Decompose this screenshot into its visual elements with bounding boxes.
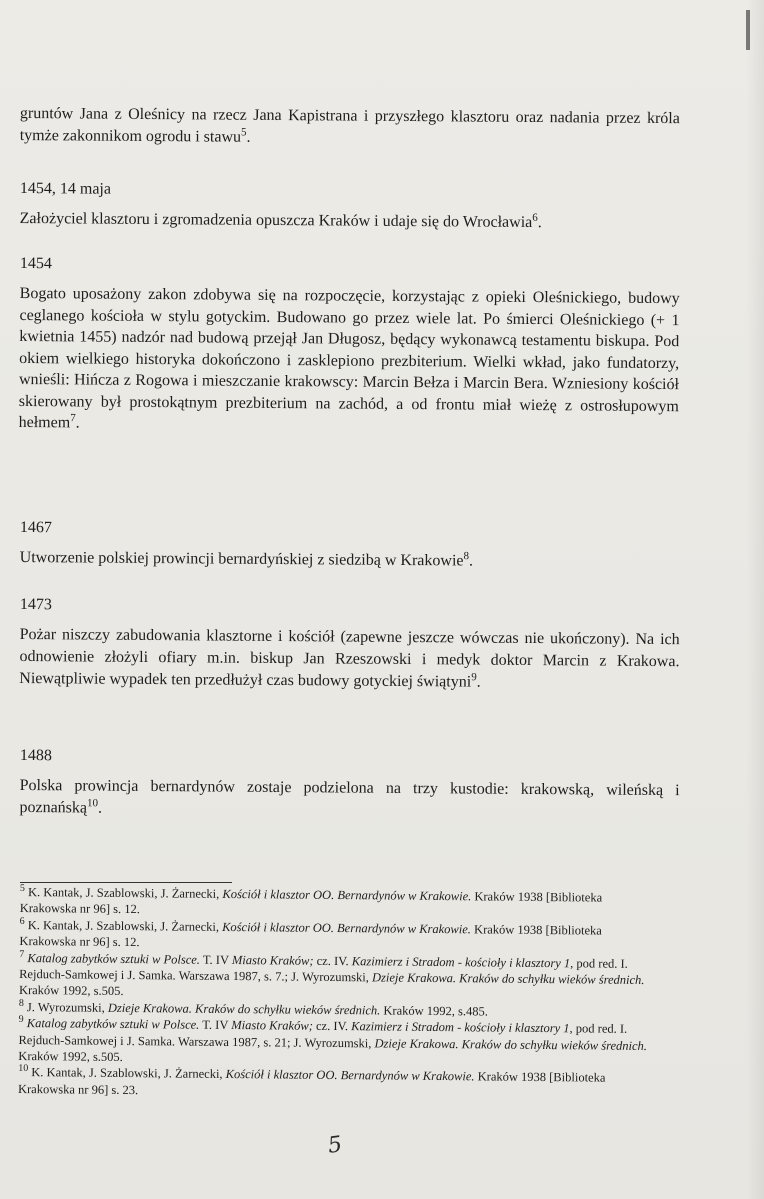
entry-text: Utworzenie polskiej prowincji bernardyńskiej z siedzibą w Krakowie — [19, 548, 464, 570]
entry-text: Pożar niszczy zabudowania klasztorne i kościół (zapewne jeszcze wówczas nie ukończony). Na ich odnowienie złożyli ofiary m.in. biskup Jan Rzeszowski i medyk doktor Marcin z Krakowa. Niewątpliwie wypadek ten przedłużył czas budowy gotyckiej świątyni — [19, 625, 680, 691]
entry-text: Bogato uposażony zakon zdobywa się na rozpoczęcie, korzystając z opieki Oleśnickiego, budowy ceglanego kościoła w stylu gotyckim. Budowano go przez wiele lat. Po śmierci Oleśnickiego (+ 1 kwietnia 1455) nadzór nad budową przejął Jan Długosz, będący wykonawcą testamentu biskupa. Pod okiem wielkiego historyka dokończono i zasklepiono prezbiterium. Wielki wkład, jako fundatorzy, wnieśli: Hińcza z Rogowa i mieszczanie krakowscy: Marcin Bełza i Marcin Bera. Wzniesiony kościół skierowany był prostokątnym prezbiterium na zachód, a od frontu miał wieżę z ostrosłupowym hełmem — [18, 284, 680, 432]
footnote — [18, 1015, 658, 1070]
footnote-text: T. IV — [199, 1017, 232, 1033]
intro-end: . — [246, 128, 251, 146]
footnote — [19, 950, 659, 1005]
entry-end: . — [75, 414, 80, 432]
entry-text: Polska prowincja bernardynów zostaje podzielona na trzy kustodie: krakowską, wileńską i poznańską — [19, 776, 680, 817]
footnote-ref: 8 — [463, 550, 470, 563]
page-edge-shadow — [746, 0, 764, 1199]
entry-text: Założyciel klasztoru i zgromadzenia opuszcza Kraków i udaje się do Wrocławia — [19, 209, 533, 232]
entry-end: . — [476, 673, 481, 691]
footnote-title: Dzieje Krakowa. Kraków do schyłku wieków średnich. — [374, 1036, 648, 1053]
entry-1454-may — [20, 178, 680, 235]
scan-edge-mark — [746, 10, 750, 50]
footnote-text: K. Kantak, J. Szablowski, J. Żarnecki, — [27, 917, 223, 934]
entry-1488 — [19, 745, 680, 824]
footnote-ref: 6 — [532, 211, 538, 224]
footnote-text: Kraków 1938 [Biblioteka Krakowska nr 96] s. 23. — [17, 1069, 606, 1098]
entry-text-block — [19, 624, 679, 695]
footnote-title: Katalog zabytków sztuki w Polsce. — [27, 950, 201, 967]
footnote-number: 5 — [19, 882, 26, 894]
footnote-text: T. IV — [199, 952, 232, 967]
entry-end: . — [97, 799, 103, 817]
footnote-text: K. Kantak, J. Szablowski, J. Żarnecki, — [27, 885, 223, 901]
footnote-text: pod red. I. Rejduch-Samkowej i J. Samka. Warszawa 1987, s. 7.; J. Wyrozumski, — [19, 955, 628, 985]
entry-date: 1454, 14 maja — [19, 179, 112, 198]
footnote-text: J. Wyrozumski, — [26, 999, 108, 1015]
footnote-title: Kazimierz i Stradom - kościoły i klasztory 1, — [351, 953, 574, 970]
footnote-number: 7 — [19, 948, 25, 960]
entry-text-block — [20, 547, 680, 574]
footnote-title: Katalog zabytków sztuki w Polsce. — [26, 1016, 200, 1032]
entry-1473 — [19, 594, 680, 695]
footnotes-section — [18, 884, 660, 1103]
entry-end: . — [468, 552, 474, 570]
footnote-number: 9 — [18, 1014, 24, 1026]
entry-date: 1467 — [19, 518, 52, 537]
footnote-ref: 5 — [241, 126, 247, 139]
intro-block — [20, 103, 680, 152]
footnote-ref: 10 — [87, 797, 99, 810]
intro-text: gruntów Jana z Oleśnicy na rzecz Jana Kapistrana i przyszłego klasztoru oraz nadania przez króla tymże zakonnikom ogrodu i stawu — [19, 104, 680, 146]
footnote-text: pod red. I. Rejduch-Samkowej i J. Samka. Warszawa 1987, s. 21; J. Wyrozumski, — [18, 1021, 628, 1051]
footnote-ref: 7 — [70, 412, 76, 425]
entry-date: 1488 — [19, 746, 52, 765]
footnote-title: Miasto Kraków; — [231, 1018, 313, 1034]
footnote-number: 8 — [18, 997, 24, 1009]
footnote-ref: 9 — [471, 671, 477, 684]
entry-date: 1473 — [19, 595, 52, 614]
footnote-title: Kościół i klasztor OO. Bernardynów w Krakowie. — [222, 919, 472, 937]
footnote-title: Kościół i klasztor OO. Bernardynów w Krakowie. — [225, 1067, 475, 1084]
intro-paragraph — [20, 103, 680, 152]
entry-text-block — [19, 775, 679, 824]
footnote-text: Kraków 1992, s.485. — [380, 1003, 489, 1019]
footnote-title: Dzieje Krakowa. Kraków do schyłku wieków średnich. — [371, 970, 645, 988]
footnote-title: Miasto Kraków; — [231, 952, 314, 968]
footnote — [18, 1064, 658, 1103]
entry-end: . — [537, 214, 542, 232]
footnote-text: cz. IV. — [313, 953, 352, 968]
footnote-text: cz. IV. — [312, 1019, 352, 1034]
entry-1454 — [19, 253, 680, 439]
footnote-text: Kraków 1992, s.505. — [18, 1049, 123, 1065]
footnote-text: Kraków 1938 [Biblioteka Krakowska nr 96] s. 12. — [19, 922, 602, 950]
footnote-separator — [20, 882, 232, 883]
footnote-title: Kazimierz i Stradom - kościoły i klasztory 1, — [351, 1019, 573, 1036]
page-number: 5 — [326, 1132, 344, 1159]
footnote-text: Kraków 1992, s.505. — [18, 983, 124, 999]
footnote-title: Dzieje Krakowa. Kraków do schyłku wieków średnich. — [107, 1000, 381, 1018]
footnote-title: Kościół i klasztor OO. Bernardynów w Krakowie. — [222, 886, 472, 904]
footnote-text: Kraków 1938 [Biblioteka Krakowska nr 96] s. 12. — [19, 889, 603, 917]
entry-1467 — [20, 517, 680, 574]
footnote-number: 10 — [18, 1063, 29, 1075]
footnote-number: 6 — [19, 915, 25, 927]
footnote-text: K. Kantak, J. Szablowski, J. Żarnecki, — [31, 1065, 226, 1082]
entry-text-block — [20, 208, 680, 235]
entry-text-block — [19, 283, 680, 439]
entry-date: 1454 — [19, 254, 52, 273]
